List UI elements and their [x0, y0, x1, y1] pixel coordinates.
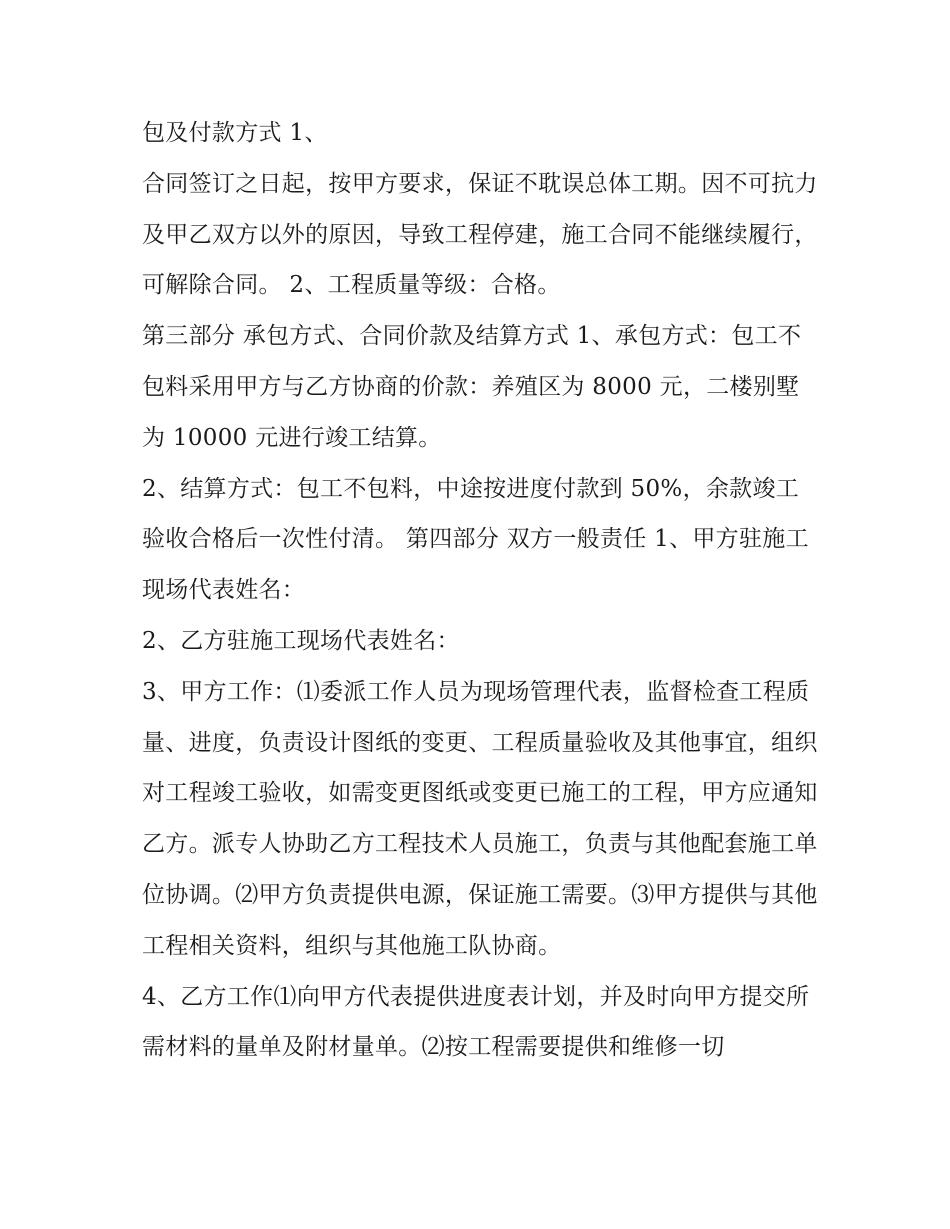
document-body	[142, 108, 822, 1073]
paragraph-part-three: 第三部分 承包方式、合同价款及结算方式 1、承包方式：包工不包料采用甲方与乙方协商的价款：养殖区为 8000 元，二楼别墅为 10000 元进行竣工结算。	[142, 323, 802, 451]
paragraph-contract-term: 合同签订之日起，按甲方要求，保证不耽误总体工期。因不可抗力及甲乙双方以外的原因，导致工程停建，施工合同不能继续履行，可解除合同。 2、工程质量等级：合格。	[142, 170, 818, 299]
paragraph-settlement: 2、结算方式：包工不包料，中途按进度付款到 50%，余款竣工验收合格后一次性付清。 第四部分 双方一般责任 1、甲方驻施工现场代表姓名：	[142, 475, 809, 604]
paragraph-party-a-duties: 3、甲方工作：⑴委派工作人员为现场管理代表，监督检查工程质量、进度，负责设计图纸的变更、工程质量验收及其他事宜，组织对工程竣工验收，如需变更图纸或变更已施工的工程，甲方应通知乙方。派专人协助乙方工程技术人员施工，负责与其他配套施工单位协调。⑵甲方负责提供电源，保证施工需要。⑶甲方提供与其他工程相关资料，组织与其他施工队协商。	[142, 678, 818, 959]
paragraph-payment-heading: 包及付款方式 1、	[142, 120, 328, 146]
paragraph-party-b-duties: 4、乙方工作⑴向甲方代表提供进度表计划，并及时向甲方提交所需材料的量单及附材量单。⑵按工程需要提供和维修一切	[142, 983, 810, 1061]
paragraph-party-b-representative: 2、乙方驻施工现场代表姓名：	[142, 627, 460, 654]
